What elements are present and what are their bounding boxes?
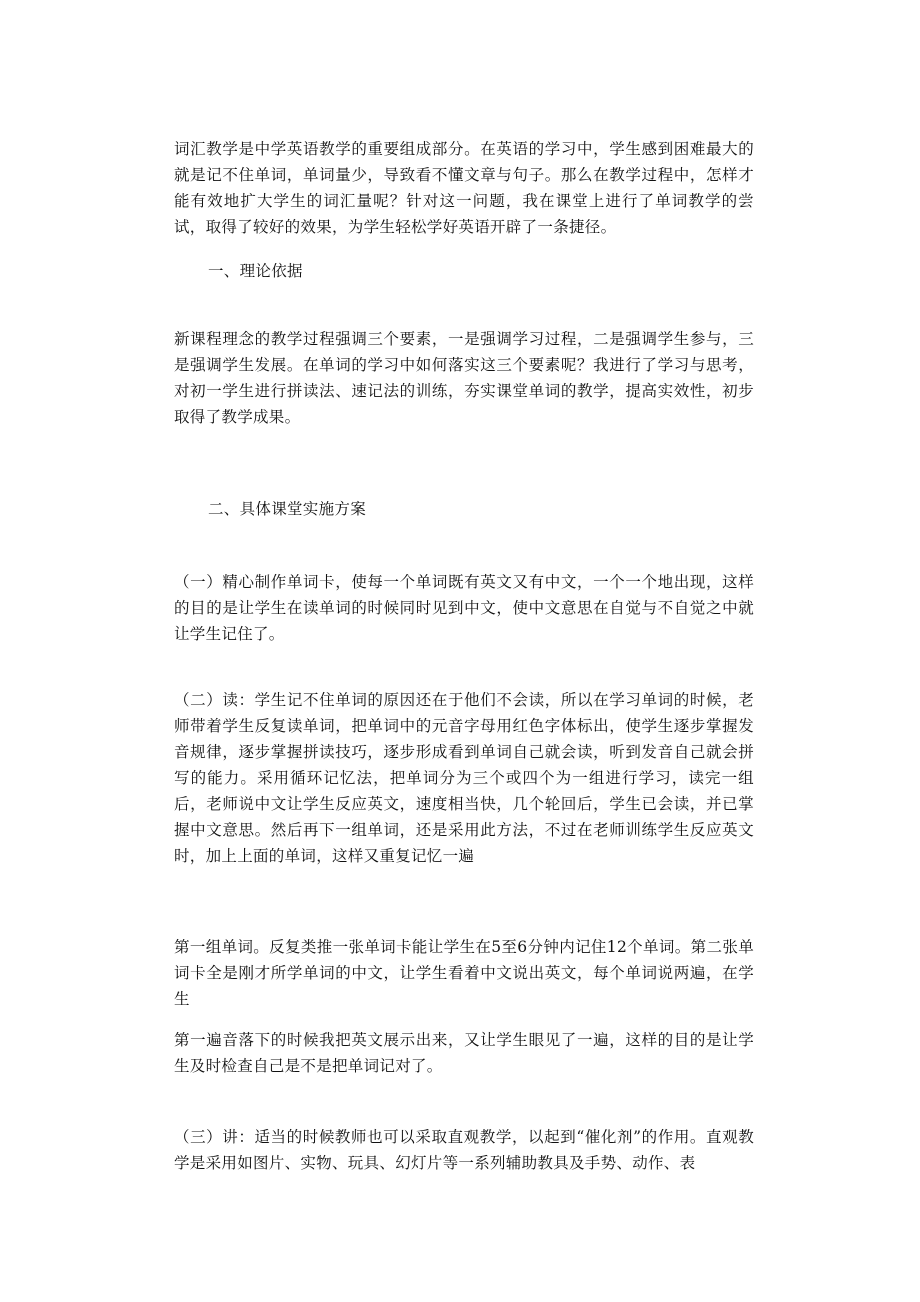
item-2-continuation-paragraph-2: 第一遍音落下的时候我把英文展示出来，又让学生眼见了一遍，这样的目的是让学生及时检查自己是不是把单词记对了。 [174, 1031, 754, 1075]
item-2-continuation-paragraph-1: 第一组单词。反复类推一张单词卡能让学生在5至6分钟内记住12个单词。第二张单词卡全是刚才所学单词的中文，让学生看着中文说出英文，每个单词说两遍，在学生 [174, 938, 754, 1008]
section-heading-theory: 一、理论依据 [208, 262, 303, 280]
item-1-paragraph: （一）精心制作单词卡，使每一个单词既有英文又有中文，一个一个地出现，这样的目的是让学生在读单词的时候同时见到中文，使中文意思在自觉与不自觉之中就让学生记住了。 [174, 573, 754, 643]
section-heading-implementation: 二、具体课堂实施方案 [208, 500, 367, 518]
item-3-paragraph: （三）讲：适当的时候教师也可以采取直观教学，以起到“催化剂”的作用。直观教学是采用如图片、实物、玩具、幻灯片等一系列辅助教具及手势、动作、表 [174, 1128, 754, 1172]
theory-paragraph: 新课程理念的教学过程强调三个要素，一是强调学习过程，二是强调学生参与，三是强调学生发展。在单词的学习中如何落实这三个要素呢？我进行了学习与思考，对初一学生进行拼读法、速记法的训练，夯实课堂单词的教学，提高实效性，初步取得了教学成果。 [174, 330, 754, 426]
item-2-paragraph: （二）读：学生记不住单词的原因还在于他们不会读，所以在学习单词的时候，老师带着学生反复读单词，把单词中的元音字母用红色字体标出，使学生逐步掌握发音规律，逐步掌握拼读技巧，逐步形成看到单词自己就会读，听到发音自己就会拼写的能力。采用循环记忆法，把单词分为三个或四个为一组进行学习，读完一组后，老师说中文让学生反应英文，速度相当快，几个轮回后，学生已会读，并已掌握中文意思。然后再下一组单词，还是采用此方法，不过在老师训练学生反应英文时，加上上面的单词，这样又重复记忆一遍 [174, 691, 754, 865]
intro-paragraph: 词汇教学是中学英语教学的重要组成部分。在英语的学习中，学生感到困难最大的就是记不住单词，单词量少，导致看不懂文章与句子。那么在教学过程中，怎样才能有效地扩大学生的词汇量呢？针对这一问题，我在课堂上进行了单词教学的尝试，取得了较好的效果，为学生轻松学好英语开辟了一条捷径。 [174, 140, 754, 236]
